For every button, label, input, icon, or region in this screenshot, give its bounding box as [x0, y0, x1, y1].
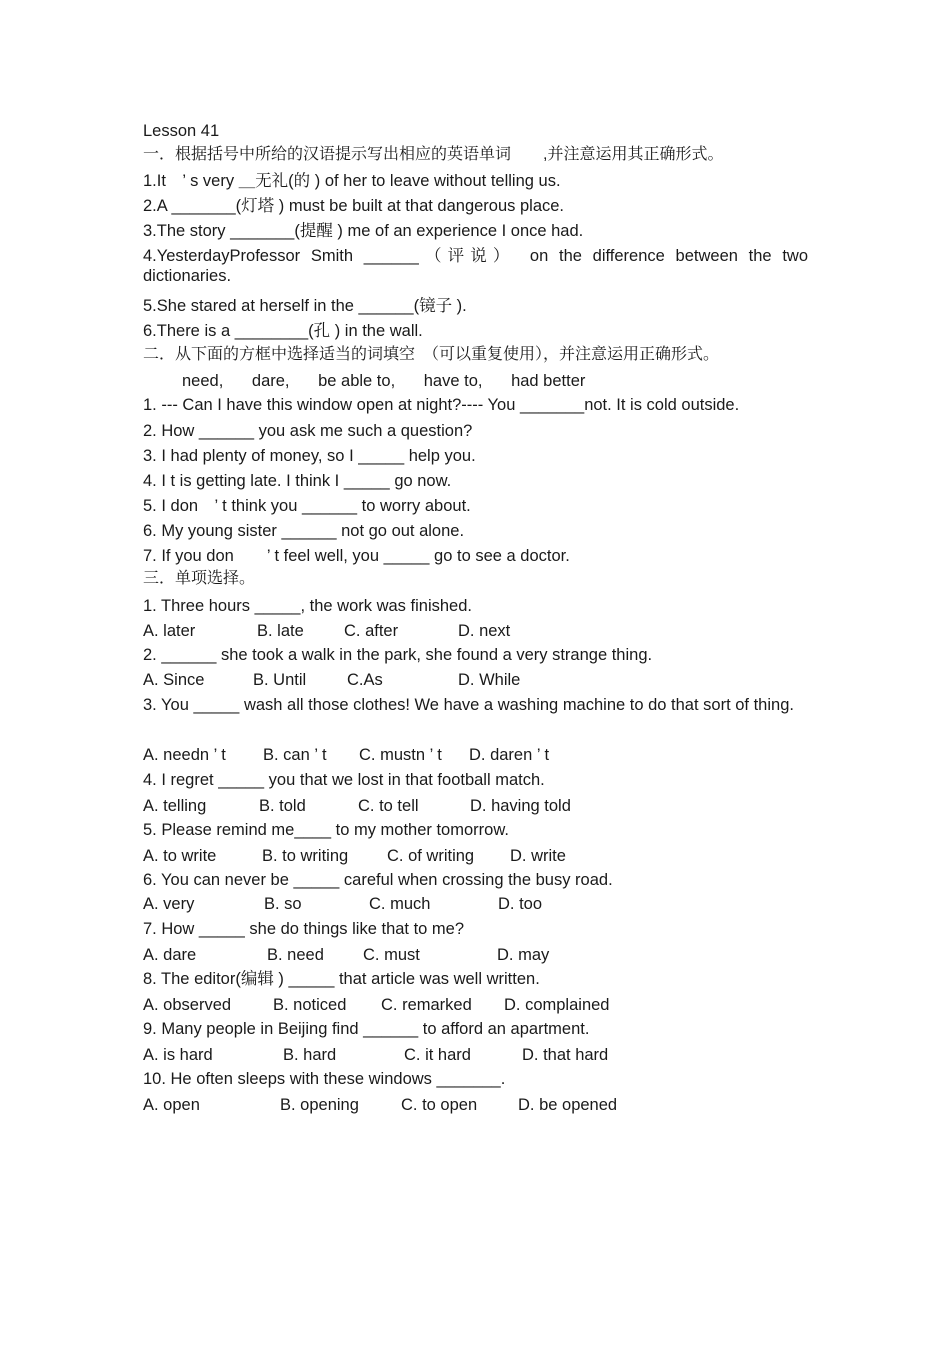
question-text: 10. He often sleeps with these windows _______.	[143, 1070, 506, 1088]
option: B. can ’ t	[263, 746, 327, 764]
option: C. mustn ’ t	[359, 746, 442, 764]
option: D. daren ’ t	[469, 746, 550, 764]
option: B. so	[264, 895, 302, 913]
part1-item: 1.It ’ s very ＿无礼(的 ) of her to leave without telling us.	[143, 172, 561, 190]
question-text: 7. How _____ she do things like that to me?	[143, 920, 465, 938]
part2-item: 2. How ______ you ask me such a question?	[143, 422, 473, 440]
option: D. that hard	[522, 1046, 609, 1064]
option: B. noticed	[273, 996, 347, 1014]
option: B. opening	[280, 1096, 359, 1114]
part3-heading: 三．单项选择。	[143, 570, 256, 587]
option: A. later	[143, 622, 196, 640]
option: C. it hard	[404, 1046, 471, 1064]
word-box-item: be able to,	[318, 372, 396, 390]
option: D. having told	[470, 797, 571, 815]
option: D. be opened	[518, 1096, 618, 1114]
question-text: 2. ______ she took a walk in the park, she found a very strange thing.	[143, 646, 653, 664]
option: B. Until	[253, 671, 307, 689]
option: B. to writing	[262, 847, 349, 865]
part2-item: 6. My young sister ______ not go out alone.	[143, 522, 465, 540]
option: A. telling	[143, 797, 207, 815]
part1-heading: 一．根据括号中所给的汉语提示写出相应的英语单词 ,并注意运用其正确形式。	[143, 146, 724, 163]
option: A. open	[143, 1096, 200, 1114]
option: A. observed	[143, 996, 232, 1014]
option: C. must	[363, 946, 420, 964]
part1-item: 3.The story _______(提醒 ) me of an experience I once had.	[143, 222, 584, 240]
part2-item: 7. If you don ’ t feel well, you _____ go to see a doctor.	[143, 547, 570, 565]
word-box	[182, 371, 847, 391]
option: D. complained	[504, 996, 610, 1014]
question-text: 1. Three hours _____, the work was finished.	[143, 597, 472, 615]
option: B. late	[257, 622, 304, 640]
part1-item: 5.She stared at herself in the ______(镜子 ).	[143, 297, 467, 315]
option: B. need	[267, 946, 324, 964]
option: C. to open	[401, 1096, 478, 1114]
option: C. to tell	[358, 797, 419, 815]
part1-item: 2.A _______(灯塔 ) must be built at that dangerous place.	[143, 197, 565, 215]
part1-item: 4.YesterdayProfessor Smith ______（评说） on the difference between the two dictionaries.	[143, 247, 808, 285]
option: A. dare	[143, 946, 197, 964]
part2-item: 5. I don ’ t think you ______ to worry about.	[143, 497, 471, 515]
option: C. remarked	[381, 996, 472, 1014]
option: D. may	[497, 946, 550, 964]
option: C. much	[369, 895, 431, 913]
word-box-item: had better	[511, 372, 586, 390]
option: A. very	[143, 895, 195, 913]
question-text: 4. I regret _____ you that we lost in that football match.	[143, 771, 545, 789]
question-text: 5. Please remind me____ to my mother tomorrow.	[143, 821, 509, 839]
option: C. after	[344, 622, 399, 640]
option: B. told	[259, 797, 306, 815]
option: D. too	[498, 895, 543, 913]
option: A. is hard	[143, 1046, 213, 1064]
lesson-title: Lesson 41	[143, 122, 220, 140]
word-box-item: have to,	[423, 372, 483, 390]
option: D. write	[510, 847, 566, 865]
option: D. next	[458, 622, 511, 640]
part2-item: 4. I t is getting late. I think I _____ go now.	[143, 472, 452, 490]
question-text: 6. You can never be _____ careful when crossing the busy road.	[143, 871, 613, 889]
option: A. to write	[143, 847, 217, 865]
option: D. While	[458, 671, 521, 689]
word-box-item: dare,	[251, 372, 290, 390]
option: B. hard	[283, 1046, 337, 1064]
question-text: 3. You _____ wash all those clothes! We have a washing machine to do that sort of thing.	[143, 696, 794, 714]
option: A. needn ’ t	[143, 746, 226, 764]
part2-item: 1. --- Can I have this window open at night?---- You _______not. It is cold outside.	[143, 396, 740, 414]
part2-item: 3. I had plenty of money, so I _____ help you.	[143, 447, 476, 465]
question-text: 9. Many people in Beijing find ______ to afford an apartment.	[143, 1020, 590, 1038]
option: C.As	[347, 671, 383, 689]
option: C. of writing	[387, 847, 475, 865]
part1-item: 6.There is a ________(孔 ) in the wall.	[143, 322, 423, 340]
word-box-item: need,	[182, 372, 224, 390]
question-text: 8. The editor(编辑 ) _____ that article was well written.	[143, 970, 540, 988]
option: A. Since	[143, 671, 205, 689]
part2-heading: 二．从下面的方框中选择适当的词填空 （可以重复使用），并注意运用正确形式。	[143, 346, 720, 363]
